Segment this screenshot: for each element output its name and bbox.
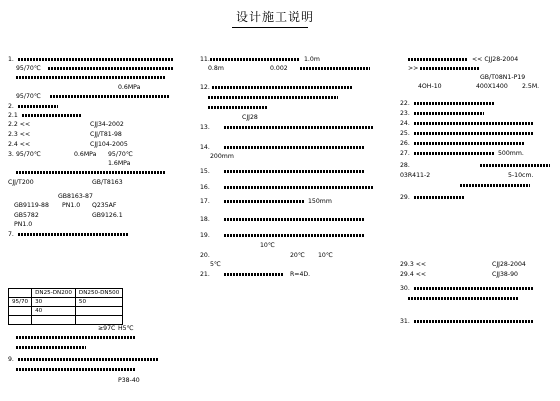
note-4-code: CJJ/T200 <box>8 179 34 186</box>
note-29-text <box>414 196 464 199</box>
note-11-line-2 <box>300 67 370 70</box>
item-2-3-code: CJJ/T81-98 <box>90 131 122 138</box>
item-2-3: 2.3 << <box>8 131 31 138</box>
note-1-number: 1. <box>8 56 14 63</box>
note-24-text <box>414 122 534 125</box>
right-code-6: 2.5M. <box>522 83 540 90</box>
right-code-3: GB/T08N1-P19 <box>480 74 526 81</box>
note-9-number: 9. <box>8 356 14 363</box>
table-cell: DN250-DN500 <box>75 289 122 298</box>
right-column <box>400 56 555 396</box>
note-11-slope: 0.002 <box>270 65 288 72</box>
note-1-line-2 <box>48 67 173 70</box>
note-13-code: CJJ28 <box>242 114 258 121</box>
note-6-code-2: GB5782 <box>14 212 39 219</box>
note-12-line-2 <box>208 96 338 99</box>
item-2-2-code: CJJ34-2002 <box>90 121 124 128</box>
note-3-pressure: 0.6MPa <box>74 151 97 158</box>
note-9-line-2 <box>16 368 136 371</box>
table-cell <box>75 316 122 325</box>
note-19-number: 19. <box>200 232 210 239</box>
note-1-temp-2: 95/70℃ <box>16 93 41 100</box>
page-title: 设计施工说明 <box>236 10 315 24</box>
note-16-number: 16. <box>200 184 210 191</box>
note-26-number: 26. <box>400 140 410 147</box>
note-8-line-2 <box>16 336 136 339</box>
note-31-text <box>414 320 534 323</box>
note-20-temp: 20℃ <box>290 252 305 259</box>
note-1-line-4 <box>50 95 170 98</box>
right-line-1 <box>408 58 468 61</box>
note-14-text <box>224 146 364 149</box>
note-30-line-2 <box>408 297 518 300</box>
table-row <box>9 316 123 325</box>
note-9-text <box>18 358 158 361</box>
note-3-pressure-2: 1.6MPa <box>108 160 131 167</box>
note-26-text <box>414 142 524 145</box>
item-2-2: 2.2 << <box>8 121 31 128</box>
note-25-number: 25. <box>400 130 410 137</box>
item-2-4-code: CJJ104-2005 <box>90 141 128 148</box>
note-21-radius: R=4D. <box>290 271 311 278</box>
item-2-4: 2.4 << <box>8 141 31 148</box>
note-12-text <box>212 86 352 89</box>
note-30-text <box>414 287 534 290</box>
note-2-number: 2. <box>8 103 14 110</box>
note-28-number: 28. <box>400 162 410 169</box>
table-cell: 50 <box>75 298 122 307</box>
note-27-distance: 500mm. <box>498 150 524 157</box>
note-13-number: 13. <box>200 124 210 131</box>
note-30-number: 30. <box>400 285 410 292</box>
note-12-number: 12. <box>200 84 210 91</box>
table-cell <box>9 289 32 298</box>
note-8-temp: ≥97C <box>98 325 116 332</box>
note-5-code: GB8163-87 <box>58 193 93 200</box>
note-3-temp: 95/70℃ <box>16 151 41 158</box>
note-8-temp-2: H5℃ <box>118 325 134 332</box>
note-31-number: 31. <box>400 318 410 325</box>
right-code-5: 400X1400 <box>476 83 508 90</box>
note-11-text <box>210 58 300 61</box>
note-13-text <box>224 126 374 129</box>
table-cell <box>9 307 32 316</box>
note-14-distance: 200mm <box>210 153 234 160</box>
table-cell: 40 <box>32 307 76 316</box>
note-18-text <box>224 218 364 221</box>
note-23-number: 23. <box>400 110 410 117</box>
note-2-text <box>18 105 58 108</box>
note-25-text <box>414 132 534 135</box>
note-20-temp-3: 5℃ <box>210 261 221 268</box>
note-28-thickness: 5-10cm. <box>508 172 534 179</box>
table-cell: 95/70 <box>9 298 32 307</box>
note-6-pn-2: PN1.0 <box>14 221 33 228</box>
item-29-4: 29.4 << <box>400 271 427 278</box>
table-cell: 30 <box>32 298 76 307</box>
note-14-number: 14. <box>200 144 210 151</box>
note-12-line-3 <box>208 106 268 109</box>
note-19-temp: 10℃ <box>260 242 275 249</box>
note-15-number: 15. <box>200 168 210 175</box>
item-2-1-text <box>22 114 82 117</box>
note-28-code: 03R411-2 <box>400 172 431 179</box>
note-20-number: 20. <box>200 252 210 259</box>
table-cell <box>75 307 122 316</box>
note-8-line-3 <box>16 346 86 349</box>
note-28-line-2 <box>460 184 530 187</box>
note-11-depth: 1.0m <box>304 56 320 63</box>
note-1-text <box>18 58 173 61</box>
item-29-3: 29.3 << <box>400 261 427 268</box>
note-4-code-2: GB/T8163 <box>92 179 123 186</box>
note-27-text <box>414 152 494 155</box>
item-29-4-code: CJJ38-90 <box>492 271 518 278</box>
note-4-text <box>16 171 166 174</box>
table-header-row <box>9 289 123 298</box>
note-21-number: 21. <box>200 271 210 278</box>
left-column <box>8 56 188 396</box>
pipe-spec-table <box>8 288 123 325</box>
note-18-number: 18. <box>200 216 210 223</box>
note-11-depth-2: 0.8m <box>208 65 224 72</box>
table-row <box>9 307 123 316</box>
table-row <box>9 298 123 307</box>
note-1-temp: 95/70℃ <box>16 65 41 72</box>
note-17-text <box>224 200 304 203</box>
note-11-number: 11. <box>200 56 210 63</box>
note-15-text <box>224 170 364 173</box>
note-17-distance: 150mm <box>308 198 332 205</box>
note-3-temp-2: 95/70℃ <box>108 151 133 158</box>
note-1-pressure: 0.6MPa <box>118 84 141 91</box>
note-21-text <box>224 273 284 276</box>
title-underline <box>232 27 308 28</box>
table-cell: DN25-DN200 <box>32 289 76 298</box>
note-20-temp-2: 10℃ <box>318 252 333 259</box>
note-17-number: 17. <box>200 198 210 205</box>
right-code-4: 4OH-10 <box>418 83 442 90</box>
note-6-steel: Q235AF <box>92 202 117 209</box>
note-9-page: P38-40 <box>118 377 140 384</box>
note-7-number: 7. <box>8 231 14 238</box>
item-29-3-code: CJJ28-2004 <box>492 261 526 268</box>
note-3-number: 3. <box>8 151 14 158</box>
table-cell <box>9 316 32 325</box>
middle-column <box>200 56 395 396</box>
note-19-text <box>224 234 364 237</box>
note-29-number: 29. <box>400 194 410 201</box>
note-24-number: 24. <box>400 120 410 127</box>
note-22-number: 22. <box>400 100 410 107</box>
note-6-code: GB9119-88 <box>14 202 49 209</box>
note-7-text <box>18 233 128 236</box>
note-23-text <box>414 112 484 115</box>
note-1-line-3 <box>16 76 166 79</box>
note-28-text <box>480 164 550 167</box>
note-6-pn: PN1.0 <box>62 202 81 209</box>
item-2-1: 2.1 <box>8 112 18 119</box>
right-code-1: << CJJ28-2004 <box>472 56 519 63</box>
note-6-code-3: GB9126.1 <box>92 212 123 219</box>
note-27-number: 27. <box>400 150 410 157</box>
note-22-text <box>414 102 494 105</box>
note-16-text <box>224 186 374 189</box>
table-cell <box>32 316 76 325</box>
right-line-2 <box>420 67 480 70</box>
right-code-2: >> <box>408 65 419 72</box>
